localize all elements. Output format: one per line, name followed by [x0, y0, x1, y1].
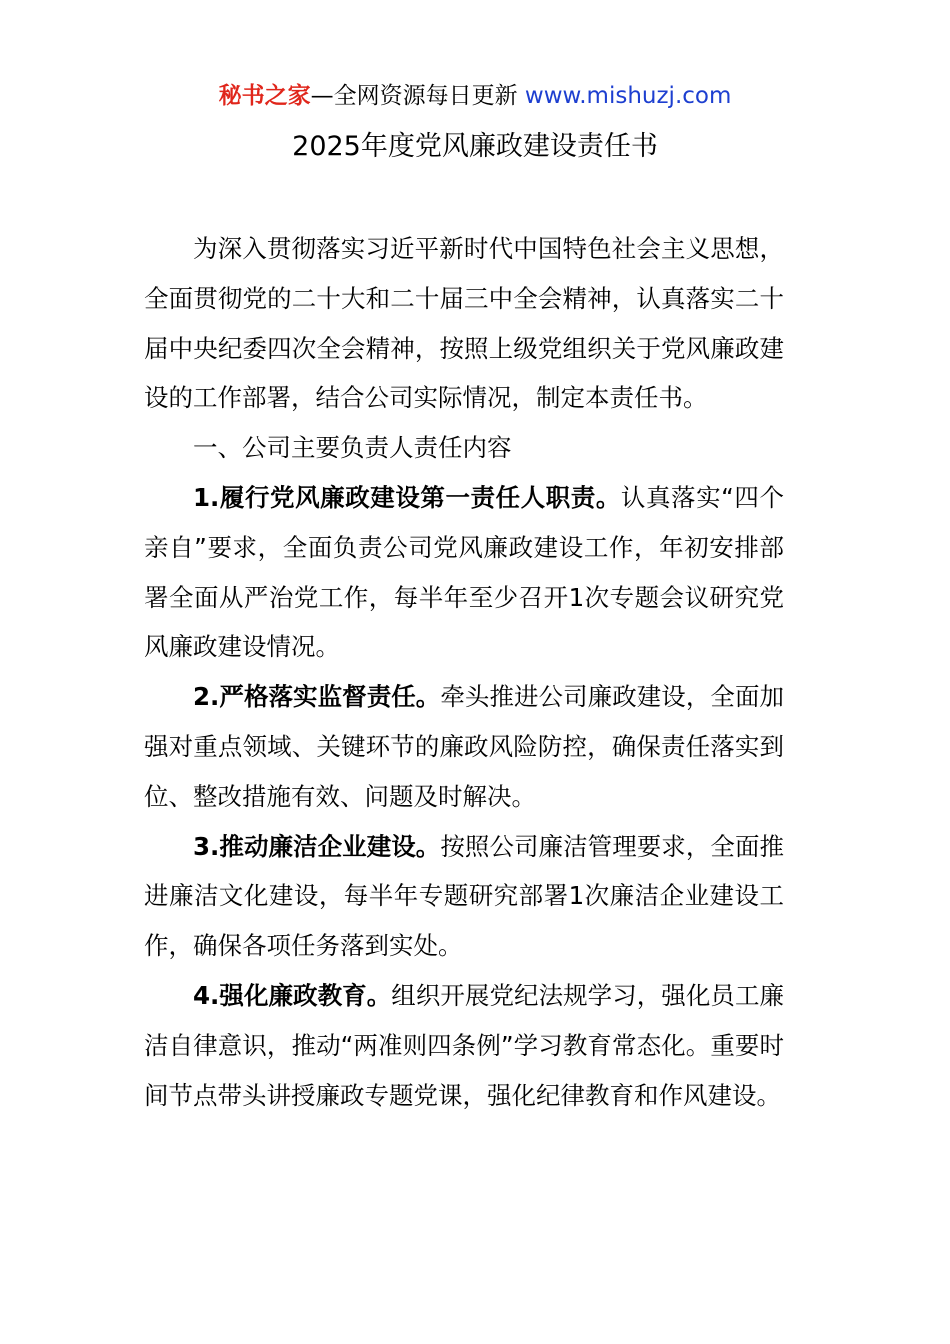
item-text: 认真落实“四个亲自”要求，全面负责公司党风廉政建设工作，年初安排部署全面从严治党工作，每半年至少召开1次专题会议研究党风廉政建设情况。: [144, 482, 784, 662]
item-lead: 4.强化廉政教育。: [193, 980, 392, 1010]
item-lead: 2.严格落实监督责任。: [193, 682, 441, 712]
site-brand: 秘书之家: [218, 83, 311, 109]
item-lead: 1.履行党风廉政建设第一责任人职责。: [193, 482, 621, 512]
item-text: 牵头推进公司廉政建设，全面加强对重点领域、关键环节的廉政风险防控，确保责任落实到位、整改措施有效、问题及时解决。: [144, 682, 785, 811]
site-header: [0, 78, 950, 114]
document-body: [144, 224, 784, 1120]
document-title: 2025年度党风廉政建设责任书: [292, 131, 658, 162]
intro-paragraph: 为深入贯彻落实习近平新时代中国特色社会主义思想，全面贯彻党的二十大和二十届三中全会精神，认真落实二十届中央纪委四次全会精神，按照上级党组织关于党风廉政建设的工作部署，结合公司实际情况，制定本责任书。: [144, 234, 784, 413]
section-heading: 一、公司主要负责人责任内容: [193, 433, 512, 463]
item-lead: 3.推动廉洁企业建设。: [193, 831, 441, 861]
site-url-link[interactable]: www.mishuzj.com: [524, 83, 732, 109]
item-text: 组织开展党纪法规学习，强化员工廉洁自律意识，推动“两准则四条例”学习教育常态化。重要时间节点带头讲授廉政专题党课，强化纪律教育和作风建设。: [144, 980, 785, 1110]
responsibility-item-2: [144, 672, 784, 821]
responsibility-item-1: [144, 473, 784, 672]
site-tagline: —全网资源每日更新: [310, 83, 518, 109]
responsibility-item-4: [144, 971, 784, 1120]
responsibility-item-3: [144, 822, 784, 971]
item-text: 按照公司廉洁管理要求，全面推进廉洁文化建设，每半年专题研究部署1次廉洁企业建设工作，确保各项任务落到实处。: [144, 831, 785, 961]
